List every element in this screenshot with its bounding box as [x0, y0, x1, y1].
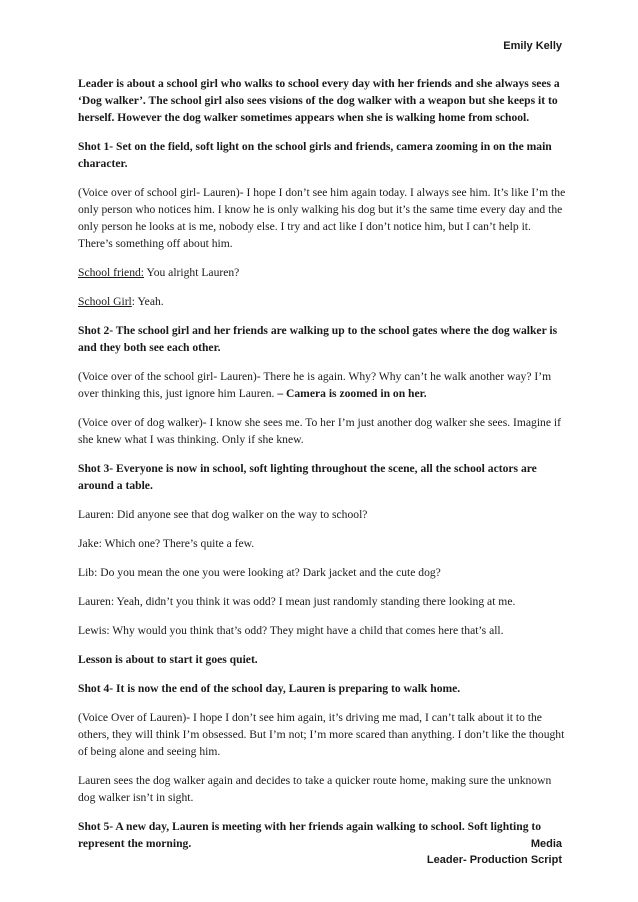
shot-3-heading: Shot 3- Everyone is now in school, soft lighting throughout the scene, all the school actors are around a table.	[78, 462, 537, 492]
shot-4-action: Lauren sees the dog walker again and decides to take a quicker route home, making sure the unknown dog walker isn’t in sight.	[78, 774, 552, 804]
dialogue-line: Lewis: Why would you think that’s odd? They might have a child that comes here that’s all.	[78, 624, 504, 637]
dialogue-line: Lauren: Yeah, didn’t you think it was odd? I mean just randomly standing there looking at me.	[78, 595, 516, 608]
girl-line	[78, 293, 568, 310]
footer-subject: Media	[530, 838, 562, 850]
shot-5-heading: Shot 5- A new day, Lauren is meeting with her friends again walking to school. Soft lighting to represent the morning.	[78, 820, 542, 850]
girl-speaker: School Girl	[78, 295, 132, 308]
shot-2-voiceover	[78, 368, 568, 402]
shot-4-heading: Shot 4- It is now the end of the school day, Lauren is preparing to walk home.	[78, 682, 461, 695]
shot-2-dogwalker-voiceover: (Voice over of dog walker)- I know she sees me. To her I’m just another dog walker she sees. Imagine if she knew what I was thinking. Only if she knew.	[78, 416, 561, 446]
shot-1-heading: Shot 1- Set on the field, soft light on the school girls and friends, camera zooming in on the main character.	[78, 140, 552, 170]
script-body	[78, 75, 568, 864]
footer-title: Leader- Production Script	[426, 854, 562, 866]
dialogue-line: Lib: Do you mean the one you were looking at? Dark jacket and the cute dog?	[78, 566, 441, 579]
author-name: Emily Kelly	[503, 40, 562, 52]
friend-speaker: School friend:	[78, 266, 145, 279]
intro-paragraph: Leader is about a school girl who walks to school every day with her friends and she always sees a ‘Dog walker’. The school girl also sees visions of the dog walker with a weapon but she keeps it to herself. However the dog walker sometimes appears when she is walking home from school.	[78, 77, 560, 124]
shot-2-camera-note: – Camera is zoomed in on her.	[274, 387, 427, 400]
shot-2-voiceover-text: (Voice over of the school girl- Lauren)- There he is again. Why? Why can’t he walk another way? I’m over thinking this, just ignore him Lauren.	[78, 370, 552, 400]
page-footer	[427, 836, 562, 868]
dialogue-line: Jake: Which one? There’s quite a few.	[78, 537, 255, 550]
friend-text: You alright Lauren?	[144, 266, 240, 279]
shot-1-voiceover: (Voice over of school girl- Lauren)- I hope I don’t see him again today. I always see him. It’s like I’m the only person who notices him. I know he is only walking his dog but it’s the same time every day and the only person he looks at is me, nobody else. I try and act like I don’t notice him, but I can’t help it. There’s something off about him.	[78, 186, 566, 250]
girl-text: : Yeah.	[131, 295, 164, 308]
dialogue-line: Lauren: Did anyone see that dog walker on the way to school?	[78, 508, 368, 521]
shot-4-voiceover: (Voice Over of Lauren)- I hope I don’t see him again, it’s driving me mad, I can’t talk about it to the others, they will think I’m obsessed. But I’m not; I’m more scared than anything. I don’t like the thought of being alone and seeing him.	[78, 711, 565, 758]
friend-line	[78, 264, 568, 281]
lesson-note: Lesson is about to start it goes quiet.	[78, 653, 258, 666]
shot-2-heading: Shot 2- The school girl and her friends are walking up to the school gates where the dog walker is and they both see each other.	[78, 324, 558, 354]
